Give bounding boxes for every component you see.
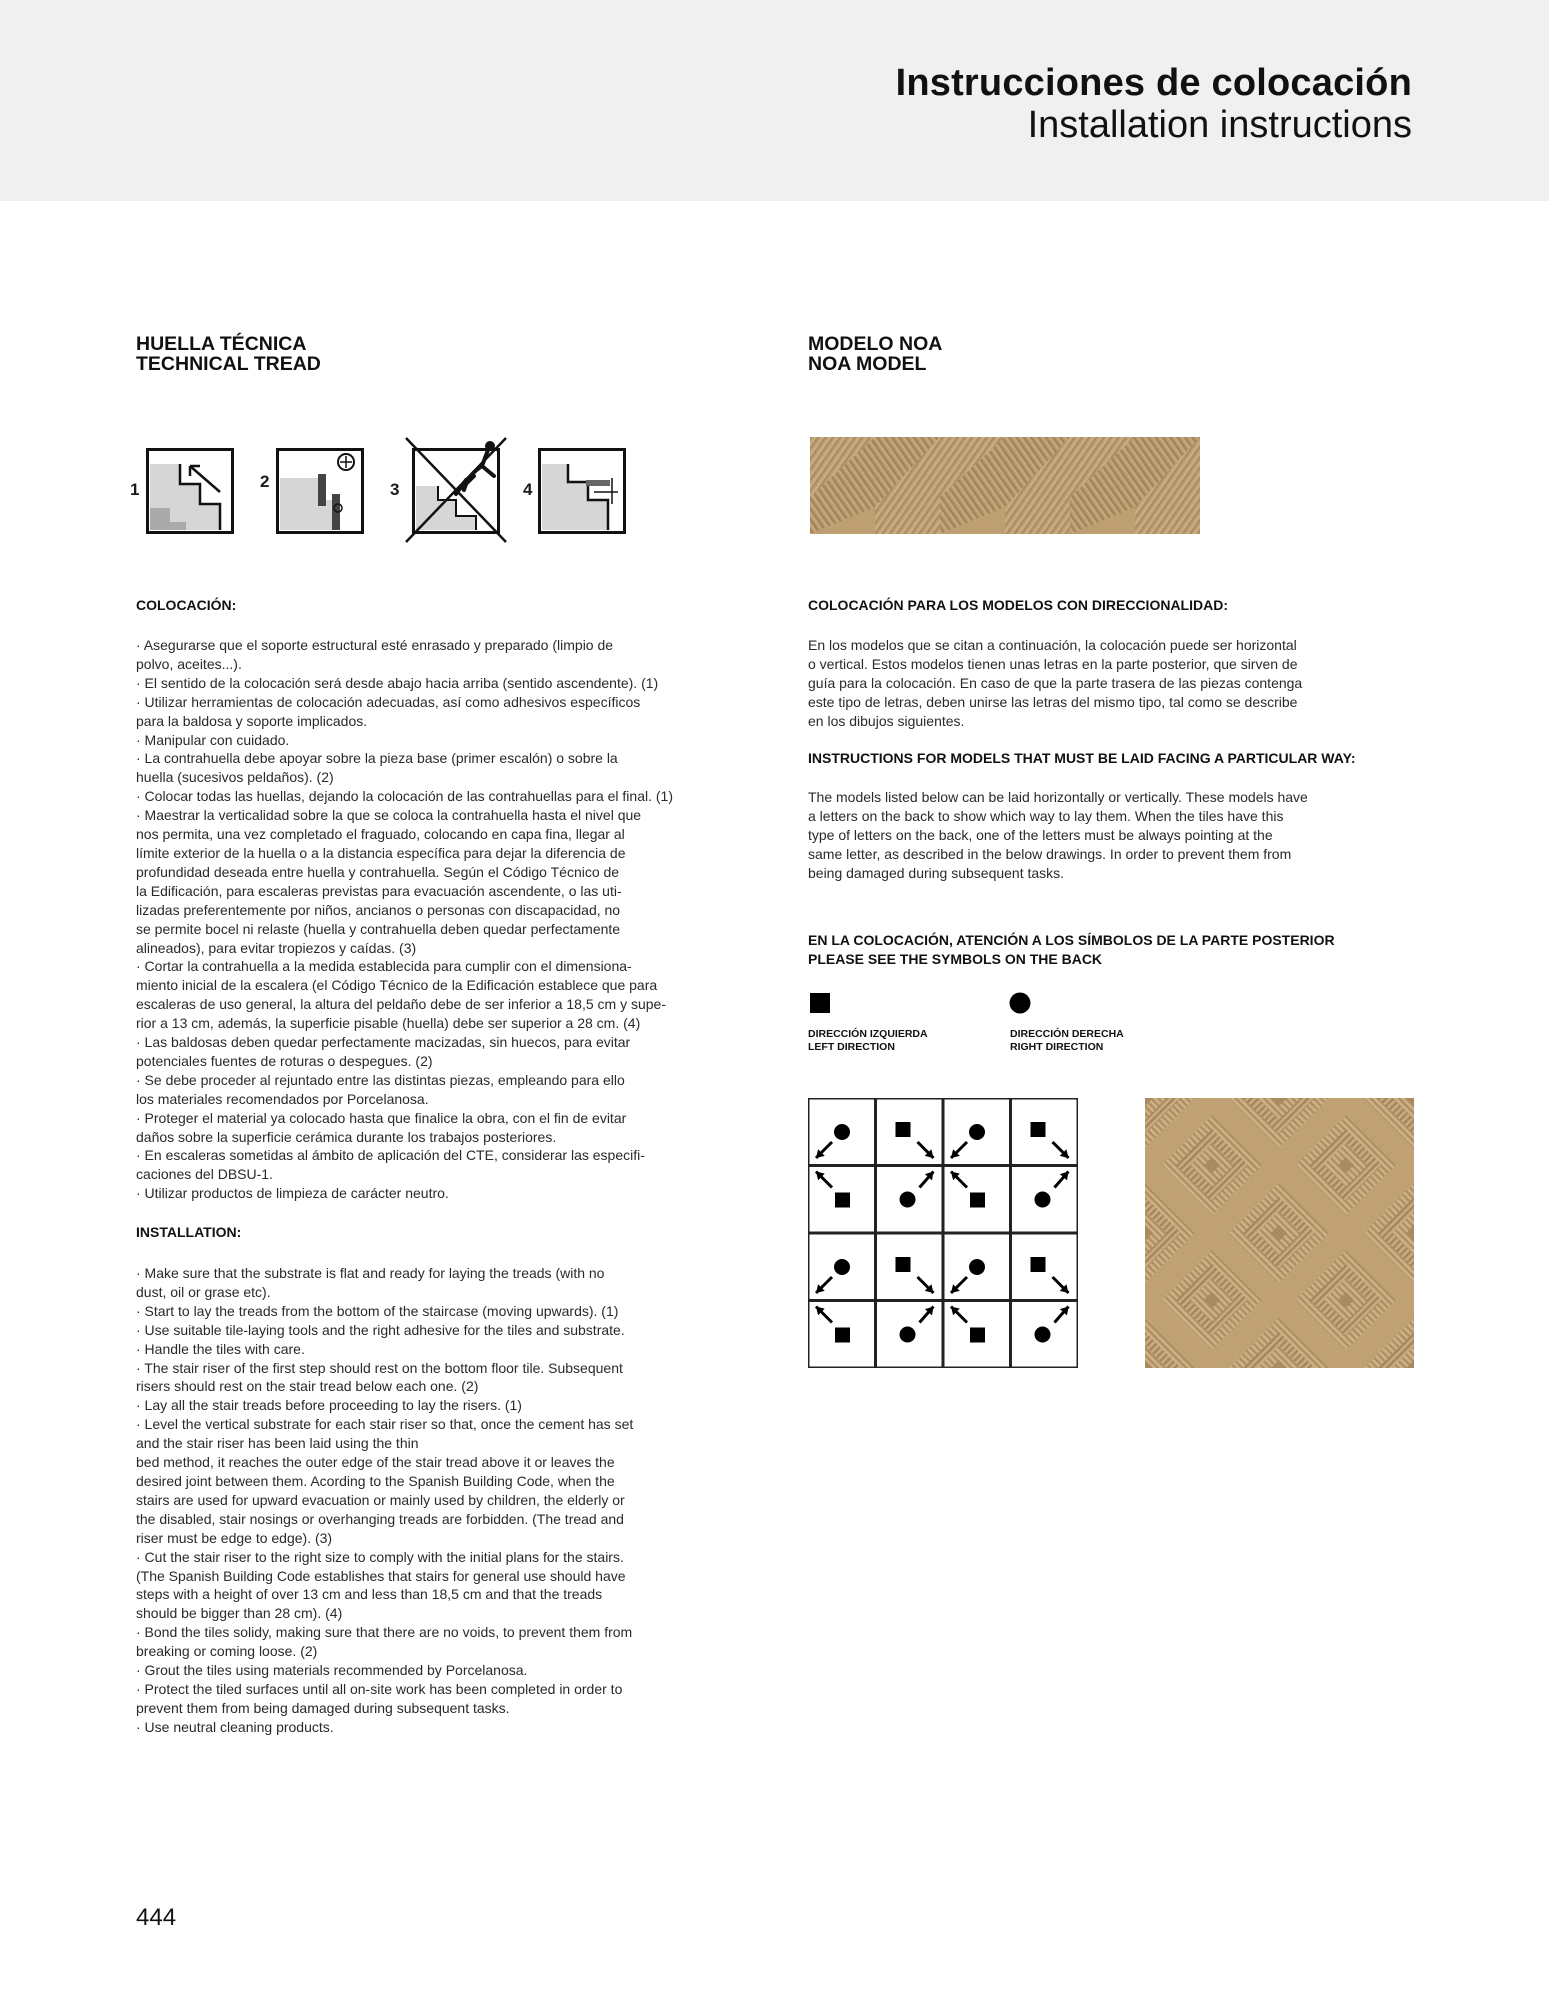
tile-grid-cell [1011,1234,1077,1300]
directional-heading-en: INSTRUCTIONS FOR MODELS THAT MUST BE LAID FACING A PARTICULAR WAY: [808,750,1356,766]
symbols-heading [808,931,1335,969]
colocacion-line: para la baldosa y soporte implicados. [136,712,368,729]
colocacion-line: · El sentido de la colocación será desde abajo hacia arriba (sentido ascendente). (1) [136,674,659,691]
directional-heading-es: COLOCACIÓN PARA LOS MODELOS CON DIRECCIONALIDAD: [808,597,1228,613]
installation-line: breaking or coming loose. (2) [136,1643,318,1660]
tile-grid-cell [1011,1099,1077,1165]
colocacion-heading: COLOCACIÓN: [136,597,237,613]
step-number-1: 1 [130,480,140,499]
colocacion-line: miento inicial de la escalera (el Código Técnico de la Edificación establece que para [136,977,658,994]
installation-line: riser must be edge to edge). (3) [136,1529,333,1546]
installation-line: desired joint between them. Acording to the Spanish Building Code, when the [136,1472,615,1489]
noa-pattern-image [1145,1098,1414,1368]
colocacion-line: lizadas preferentemente por niños, ancianos o personas con discapacidad, no [136,901,621,918]
colocacion-line: nos permita, una vez completado el fraguado, colocando en capa fina, llegar al [136,826,625,843]
colocacion-line: potenciales fuentes de roturas o despegues. (2) [136,1052,433,1069]
stair-step-3-icon [404,436,508,544]
colocacion-line: · Maestrar la verticalidad sobre la que se coloca la contrahuella hasta el nivel que [136,807,642,824]
right-direction-label-es: DIRECCIÓN DERECHA [1010,1028,1124,1040]
tile-grid-cell [876,1166,942,1232]
colocacion-line: caciones del DBSU-1. [136,1166,273,1183]
symbols-heading-es: EN LA COLOCACIÓN, ATENCIÓN A LOS SÍMBOLOS DE LA PARTE POSTERIOR [808,932,1335,948]
directional-text-es [808,636,1418,731]
technical-tread-title [136,334,321,374]
right-direction-label [1010,1028,1124,1054]
installation-line: · Cut the stair riser to the right size to comply with the initial plans for the stairs. [136,1548,624,1565]
installation-line: · Lay all the stair treads before proceeding to lay the risers. (1) [136,1397,522,1414]
directional-line-en: type of letters on the back, one of the letters must be always pointing at the [808,826,1273,843]
tile-grid-cell [809,1166,875,1232]
directional-line-es: En los modelos que se citan a continuación, la colocación puede ser horizontal [808,637,1297,653]
tile-grid-cell [944,1301,1010,1367]
noa-model-title-en: NOA MODEL [808,353,927,375]
installation-line: prevent them from being damaged during subsequent tasks. [136,1699,510,1716]
colocacion-line: · Las baldosas deben quedar perfectamente macizadas, sin huecos, para evitar [136,1034,631,1051]
circle-symbol-icon [1009,992,1031,1014]
tile-orientation-grid [808,1098,1078,1368]
colocacion-line: rior a 13 cm, además, la superficie pisable (huella) debe ser superior a 28 cm. (4) [136,1015,641,1032]
colocacion-line: alineados), para evitar tropiezos y caídas. (3) [136,939,417,956]
installation-line: bed method, it reaches the outer edge of the stair tread above it or leaves the [136,1454,615,1471]
square-symbol-icon [810,993,830,1013]
colocacion-line: límite exterior de la huella o a la distancia específica para dejar la diferencia de [136,844,626,861]
colocacion-line: se permite bocel ni relaste (huella y contrahuella deben quedar perfectamente [136,920,621,937]
installation-line: · Handle the tiles with care. [136,1340,305,1357]
tile-grid-cell [876,1234,942,1300]
colocacion-line: · La contrahuella debe apoyar sobre la pieza base (primer escalón) o sobre la [136,750,618,767]
installation-line: · Use neutral cleaning products. [136,1718,334,1735]
installation-list [136,1264,756,1737]
installation-line: · Start to lay the treads from the bottom of the staircase (moving upwards). (1) [136,1302,619,1319]
colocacion-line: daños sobre la superficie cerámica durante los trabajos posteriores. [136,1128,557,1145]
tile-grid-cell [1011,1166,1077,1232]
installation-line: and the stair riser has been laid using the thin [136,1435,419,1452]
page-title [896,62,1412,146]
colocacion-line: · En escaleras sometidas al ámbito de aplicación del CTE, considerar las especifi- [136,1147,645,1164]
installation-line: · Make sure that the substrate is flat and ready for laying the treads (with no [136,1265,605,1281]
technical-tread-title-es: HUELLA TÉCNICA [136,333,307,355]
colocacion-line: · Colocar todas las huellas, dejando la colocación de las contrahuellas para el final. (1) [136,788,673,805]
step-number-2: 2 [260,472,270,491]
noa-model-title [808,334,942,374]
colocacion-line: · Proteger el material ya colocado hasta que finalice la obra, con el fin de evitar [136,1109,627,1126]
left-direction-label-en: LEFT DIRECTION [808,1041,895,1053]
stair-step-2-icon [276,448,364,534]
installation-line: · Bond the tiles solidy, making sure that there are no voids, to prevent them from [136,1624,633,1641]
stair-step-4-icon [538,448,626,534]
step-number-3: 3 [390,480,400,499]
page-number: 444 [136,1904,177,1931]
directional-line-es: o vertical. Estos modelos tienen unas letras en la parte posterior, que sirven de [808,655,1298,672]
directional-line-es: en los dibujos siguientes. [808,712,965,729]
directional-text-en [808,788,1418,883]
left-direction-label [808,1028,928,1054]
colocacion-line: la Edificación, para escaleras previstas para evacuación ascendente, o las uti- [136,882,622,899]
colocacion-line: polvo, aceites...). [136,655,242,672]
colocacion-list [136,636,756,1203]
right-direction-label-en: RIGHT DIRECTION [1010,1041,1104,1053]
step-number-4: 4 [523,480,533,499]
colocacion-line: profundidad deseada entre huella y contrahuella. Según el Código Técnico de [136,863,620,880]
installation-line: · Protect the tiled surfaces until all on-site work has been completed in order to [136,1680,623,1697]
page-title-es: Instrucciones de colocación [895,62,1412,104]
symbols-heading-en: PLEASE SEE THE SYMBOLS ON THE BACK [808,951,1103,967]
colocacion-line: · Utilizar herramientas de colocación adecuadas, así como adhesivos específicos [136,693,641,710]
tile-grid-cell [809,1234,875,1300]
tile-grid-cell [809,1099,875,1165]
installation-line: steps with a height of over 13 cm and less than 18,5 cm and that the treads [136,1586,603,1603]
installation-line: · Use suitable tile-laying tools and the right adhesive for the tiles and substrate. [136,1321,625,1338]
tile-grid-cell [944,1234,1010,1300]
tile-grid-cell [1011,1301,1077,1367]
tile-grid-cell [876,1099,942,1165]
colocacion-line: · Asegurarse que el soporte estructural esté enrasado y preparado (limpio de [136,637,614,653]
installation-line: dust, oil or grase etc). [136,1283,271,1300]
directional-line-es: este tipo de letras, deben unirse las letras del mismo tipo, tal como se describe [808,693,1298,710]
colocacion-line: huella (sucesivos peldaños). (2) [136,769,334,786]
directional-line-en: being damaged during subsequent tasks. [808,864,1065,881]
directional-line-en: same letter, as described in the below drawings. In order to prevent them from [808,845,1292,862]
colocacion-line: · Cortar la contrahuella a la medida establecida para cumplir con el dimensiona- [136,958,632,975]
colocacion-line: · Se debe proceder al rejuntado entre las distintas piezas, empleando para ello [136,1071,625,1088]
installation-heading: INSTALLATION: [136,1224,242,1240]
installation-line: risers should rest on the stair tread below each one. (2) [136,1378,479,1395]
directional-line-en: The models listed below can be laid horizontally or vertically. These models have [808,789,1308,805]
tile-grid-cell [876,1301,942,1367]
noa-tile-strip-image [810,437,1200,534]
page-title-en: Installation instructions [1027,104,1412,146]
installation-line: stairs are used for upward evacuation or mainly used by children, the elderly or [136,1491,625,1508]
colocacion-line: los materiales recomendados por Porcelanosa. [136,1090,429,1107]
colocacion-line: escaleras de uso general, la altura del peldaño debe de ser inferior a 18,5 cm y supe- [136,996,666,1013]
installation-line: should be bigger than 28 cm). (4) [136,1605,343,1622]
installation-line: the disabled, stair nosings or overhanging treads are forbidden. (The tread and [136,1510,624,1527]
stair-step-1-icon [146,448,234,534]
colocacion-line: · Utilizar productos de limpieza de carácter neutro. [136,1185,449,1202]
left-direction-label-es: DIRECCIÓN IZQUIERDA [808,1028,928,1040]
installation-line: · Grout the tiles using materials recommended by Porcelanosa. [136,1662,528,1679]
colocacion-line: · Manipular con cuidado. [136,731,290,748]
installation-line: (The Spanish Building Code establishes that stairs for general use should have [136,1567,626,1584]
stair-steps-diagram [130,436,630,542]
directional-line-en: a letters on the back to show which way to lay them. When the tiles have this [808,807,1284,824]
tile-grid-cell [944,1099,1010,1165]
noa-model-title-es: MODELO NOA [808,333,943,355]
tile-grid-cell [944,1166,1010,1232]
installation-line: · Level the vertical substrate for each stair riser so that, once the cement has set [136,1416,634,1433]
directional-line-es: guía para la colocación. En caso de que la parte trasera de las piezas contenga [808,674,1303,691]
technical-tread-title-en: TECHNICAL TREAD [136,353,321,375]
tile-grid-cell [809,1301,875,1367]
installation-line: · The stair riser of the first step should rest on the bottom floor tile. Subsequent [136,1359,623,1376]
